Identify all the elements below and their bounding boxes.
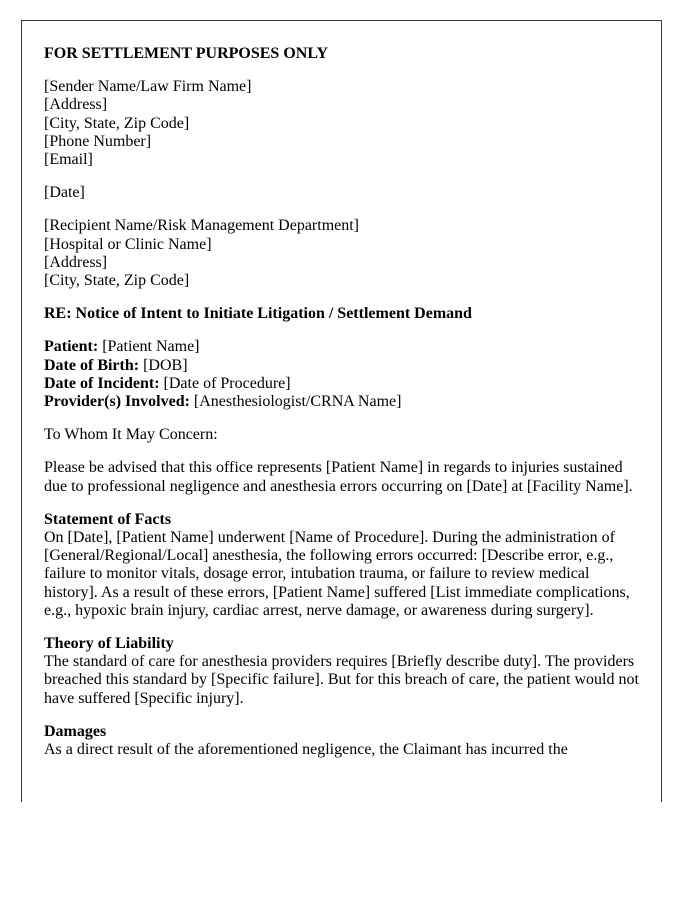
- recipient-address-block: [44, 217, 639, 290]
- theory-of-liability-body: The standard of care for anesthesia providers requires [Briefly describe duty]. The providers breached this standard by [Specific failure]. But for this breach of care, the patient would not have suffered [Specific injury].: [44, 653, 639, 707]
- sender-city-line: [City, State, Zip Code]: [44, 114, 190, 132]
- sender-name-line: [Sender Name/Law Firm Name]: [44, 78, 252, 96]
- damages-body: As a direct result of the aforementioned negligence, the Claimant has incurred the: [44, 741, 568, 759]
- intro-paragraph: Please be advised that this office represents [Patient Name] in regards to injuries sustained due to professional negligence and anesthesia errors occurring on [Date] at [Facility Name].: [44, 459, 633, 495]
- patient-value: [Patient Name]: [102, 338, 200, 356]
- letter-frame: [21, 20, 662, 802]
- recipient-name-line: [Recipient Name/Risk Management Department]: [44, 217, 360, 235]
- providers-label: Provider(s) Involved:: [44, 393, 190, 411]
- case-details-block: [44, 338, 639, 411]
- damages-heading: Damages: [44, 722, 107, 740]
- providers-value: [Anesthesiologist/CRNA Name]: [193, 393, 402, 411]
- theory-of-liability-heading: Theory of Liability: [44, 635, 174, 653]
- section-theory-of-liability: [44, 635, 639, 708]
- subject-line: RE: Notice of Intent to Initiate Litigation / Settlement Demand: [44, 305, 472, 323]
- dob-label: Date of Birth:: [44, 356, 140, 374]
- section-damages: [44, 723, 639, 759]
- statement-of-facts-body: On [Date], [Patient Name] underwent [Name of Procedure]. During the administration of [General/Regional/Local] anesthesia, the following errors occurred: [Describe error, e.g., failure to monitor vitals, dosage error, intubation trauma, or failure to review medical history]. As a result of these errors, [Patient Name] suffered [List immediate complications, e.g., hypoxic brain injury, cardiac arrest, nerve damage, or awareness during surgery].: [44, 529, 630, 619]
- recipient-address-line: [Address]: [44, 253, 108, 271]
- sender-address-block: [44, 78, 639, 169]
- recipient-city-line: [City, State, Zip Code]: [44, 272, 190, 290]
- incident-date-value: [Date of Procedure]: [163, 374, 291, 392]
- patient-label: Patient:: [44, 338, 99, 356]
- date-line: [Date]: [44, 184, 85, 202]
- salutation: To Whom It May Concern:: [44, 426, 218, 444]
- incident-date-label: Date of Incident:: [44, 374, 160, 392]
- section-statement-of-facts: [44, 511, 639, 620]
- sender-email-line: [Email]: [44, 151, 93, 169]
- confidentiality-header: FOR SETTLEMENT PURPOSES ONLY: [44, 45, 329, 62]
- statement-of-facts-heading: Statement of Facts: [44, 510, 172, 528]
- recipient-org-line: [Hospital or Clinic Name]: [44, 235, 212, 253]
- dob-value: [DOB]: [143, 356, 188, 374]
- sender-address-line: [Address]: [44, 96, 108, 114]
- sender-phone-line: [Phone Number]: [44, 132, 152, 150]
